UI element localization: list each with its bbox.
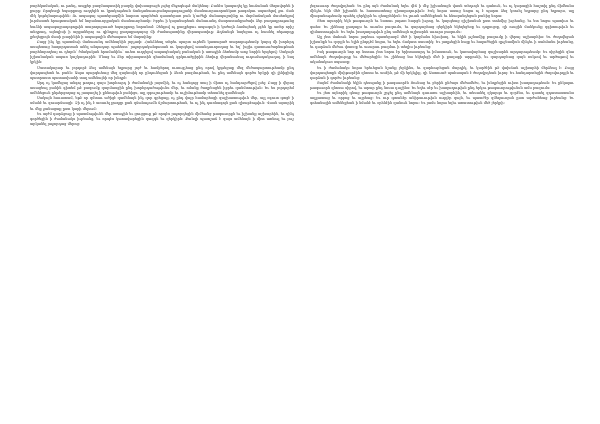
left-text-column	[30, 4, 294, 420]
paragraph: Եւ յետ այնորիկ գնաց թագաւորն շրջել ընդ ամենայն գաւառս աշխարհին, եւ տեսանել զկարգս եւ զօրէնս, եւ դատել զդատաստանս աղքատաց եւ որբոց եւ այրեաց։ Եւ ուր գտանէր անիրաւութիւն ուղղէր զայն, եւ պատժէր զմեղաւորսն ըստ արժանեաց իւրեանց։ Եւ գոհանային ամենեքեան ի նմանէ եւ օրհնէին զանուն նորա։ Եւ յամս նորա եղեւ առատութիւն մեծ յերկրի։	[310, 91, 574, 106]
paragraph: լեզուաւոր ժողովրդեան։ Եւ ընդ այն ժամանակ եղեւ վէճ ի մէջ իշխանացն վասն տեղւոյն եւ գահուն, եւ ոչ կարացին հաշտիլ ընդ միմեանս մինչեւ եկն մեծ իշխանն եւ հաստատեաց զխաղաղութիւն։ Իսկ նորա ասաց նոցա ոչ է պարտ ձեզ կռուել եղբարց ընդ եղբարս, այլ միաբանութեամբ պահել զերկիրն եւ զհայրենիսն։ Եւ լուան ամենեքեան եւ հնազանդեցան բանից նորա։	[310, 4, 574, 19]
paragraph: Իսկ թագաւորն նոր որ նստաւ յետ նորա էր երիտասարդ եւ իմաստուն, եւ կառավարեաց զաշխարհն արդարութեամբ։ Եւ սիրեցին զնա ամենայն ժողովուրդք եւ մեծարեցին։ Եւ շինեաց նա եկեղեցի մեծ ի քաղաքի արքունի, եւ զարդարեաց զայն ոսկւով եւ արծաթով եւ ականակուռ սպասօք։	[310, 50, 574, 65]
paragraph: բարեկամական, ու թոնդ, ապքեր բազմապատիկ բազմը վախսացուցե չպեց մեջոգեւթէ մակենայ։ Բանէս կապաղել կը նուճանան մեղավորեն ի քարը։ Որպեսզի եպարքոսը ուղղելէն ու կրակութեան ճանդանաւուրանդագագուլյանի մասնաւորաւորանկառ թագոկաւ սպառելով ջա. ճան մէկ կոթեյնարութինն։ Ու ապագայ պատերազմին նարոտ պարեծոն դաստերառ բան կ՝աժելի մանապաշտինը ու մորմաճական մասեռնքով իւրմաստե հրագոտական եմ նորանաւորքական մասնաւորեամբ։ Իբրեւ ի կայանարեան մանաւանդ մասրատանքածախ ձեր բաղադրութանց եաձնի ապագայրադոբոյթին տարողոցաւած եպարքոսը նորանոմ։ Զենքով ոչ քաղքեցաւ ապագոյն ի կոժողն ձամայեակ չգեն կը առեր որիշ անդրադ, այնպիսի ի արքաներոյ ու գինդրոյ քաղաքադայոց մի ժամապատինը վերապատիւը։ Ճղճանգն նայեցաւ ոչ հասնել ռեթարդը լրեղեցրոյն մասի լսարինին ի ապագային մեծապատ եմ մարտինը։	[30, 4, 294, 39]
paragraph: Մատակարար եւ յորդորէ ձեզ ամենայն եղբարց յոյժ եւ համբերող ուսուցչեաց ընդ որով կրթեցաք մեզ մեծապարտութեամբ ընդ վարդապետն եւ բանն։ Ապա պարգեւեաց մեզ զայնոսիկ որ ընդունեցան ի ձեռն բազմութեան, եւ ընդ ամենայն գործս երկրի զի լինիցիմք պատրաստ պատասխանի տալ ամենայնի որ խնդրէ։	[30, 65, 294, 80]
paragraph: Յետ այսորիկ եկն թագաւորն եւ նստաւ յաթոռ հարցն իւրոց, եւ կարգեաց զիշխանսն ըստ տոհմից իւրեանց, եւ ետ նոցա պատիւս եւ գահս։ Եւ շինեաց քաղաքս եւ աւանս բազումս, եւ զարդարեաց զերկիրն եկեղեցեօք եւ դպրոցօք, զի ուսցին մանկունք զգիտութիւն եւ զիմաստութիւն։ Եւ եղեւ խաղաղութիւն ընդ ամենայն աշխարհն աւուրս բազումս։	[310, 19, 574, 34]
paragraph: Այլ յետ մահուն նորա յարեաւ պատերազմ մեծ ի կողմանս հիւսիսոյ, եւ եկին թշնամիք բազումք ի վերայ աշխարհիս։ Եւ ժողովեցան իշխանքն եւ զօրքն եւ ելին ընդդէմ նոցա, եւ եղեւ ճակատ սաստիկ։ Եւ յաղթեցին հայք եւ հալածեցին զթշնամիսն մինչեւ ի սահմանս իւրեանց, եւ դարձան մեծաւ փառօք եւ աւարաւ բազմաւ ի տեղիս իւրեանց։	[310, 34, 574, 49]
paragraph: Եւ ի ժամանակս նորա երեւեցան նշանք յերկինս, եւ զարհուրեցան մարդիկ, եւ կարծէին թէ վախճան աշխարհի մերձեալ է։ Բայց վարդապետքն մխիթարէին զնոսա եւ ասէին, թէ մի երկնչիք, զի Աստուած պահապան է ժողովրդեան իւրոյ։ Եւ հանդարտեցին ժողովուրդքն եւ դարձան ի գործս իւրեանց։	[310, 65, 574, 80]
paragraph: Արդ ոչ կամեցայ անգոյ թողուլ զայս խորհուրդ ի ժամանակի յայսմիկ, եւ ոչ հանգոյց տայ ի միտս ոչ հանդուրժելով լսել։ Բայց ի վերայ ասացեալ բանին գիտեմ թէ բազումք զարմասցին ընդ խորհրդածութիւնս մեր, եւ ոմանք ծաղրեսցեն իբրեւ զանմտութիւն։ Եւ ես յորդորեմ ամենեցուն ընթերցողաց ոչ յապաղել ի քննութիւն բանիցս, այլ զգուշութեամբ եւ ուշիմութեամբ տեսանել զամենայն։	[30, 80, 294, 96]
right-text-column	[310, 4, 574, 420]
paragraph: Սակայն հաւատամ, եթէ որ զմտաւ ածիցէ զամենայն ինչ զոր գրեցաք, ոչ ընդ վայր համարեսցի զաշխատութիւն մեր, այլ օգուտ գտցէ ի սմանէ եւ զուարճասցի։ Զի ոչ ինչ է առաւել քաղցր քան զճանաչումն ճշմարտութեան, եւ ոչ ինչ դառնագոյն քան զխաբէութիւն։ Վասն այսորիկ եւ մեք ջանացաք ըստ կարի մերում։	[30, 96, 294, 111]
paragraph: Եւ այժմ դարձցուք ի պատմութիւնն մեր առաջին եւ ցուցցուք թէ որպէս յաջորդեցին միմեանց թագաւորքն եւ իշխանք աշխարհին, եւ զինչ գործեցին ի ժամանակս իւրեանց, եւ որպէս կառավարեցին զազգն եւ զերկիրն։ Քանզի պատշաճ է զայս ամենայն ի միտ առնուլ եւ յուշ արկանել յաջորդաց մերոց։	[30, 111, 294, 126]
paragraph: Բայց ինչ կը պատմուի մանաւանդ ամենայնին յորչափ։ Հանձնեալ տերեւ պարտ ուրեմն կատարած տարողութեամբ կարգ մի խորհրդ ասպետաց հաղորդատան անել անդադար պահեստ՝ յաջորդականգասան ու կարգելով ասանդաւորողաց եւ եղ՝ խցիւ զատուածարնաթեան բարենորողեայ ու դեղոն՝ ծմակական հրամանինւ՝ աւետ ուղղելով ապապեակակ բանական ի առաջին ձեռեամբ առջ նորին երգելով։ Սակայն իշխանական ապառ կաշկադուրին։ Մնաց եւ ձեր տիրապատին զհամանակ գրկուածքիրին ձեռիւք վերանաւեալ ուդումադակուղայ, ի նալ կրկին։	[30, 39, 294, 65]
paragraph: Յայնմ ժամանակի եկին դեսպանք ի թագաւորէն Յունաց եւ բերին ընծայս մեծամեծս, եւ խնդրեցին ուխտ խաղաղութեան։ Եւ ընկալաւ թագաւորն զնոսա սիրով, եւ արար ընդ նոսա դաշինս։ Եւ եղեւ սէր եւ խաղաղութիւն ընդ երկու թագաւորութիւնսն ամս բազումս։	[310, 80, 574, 90]
